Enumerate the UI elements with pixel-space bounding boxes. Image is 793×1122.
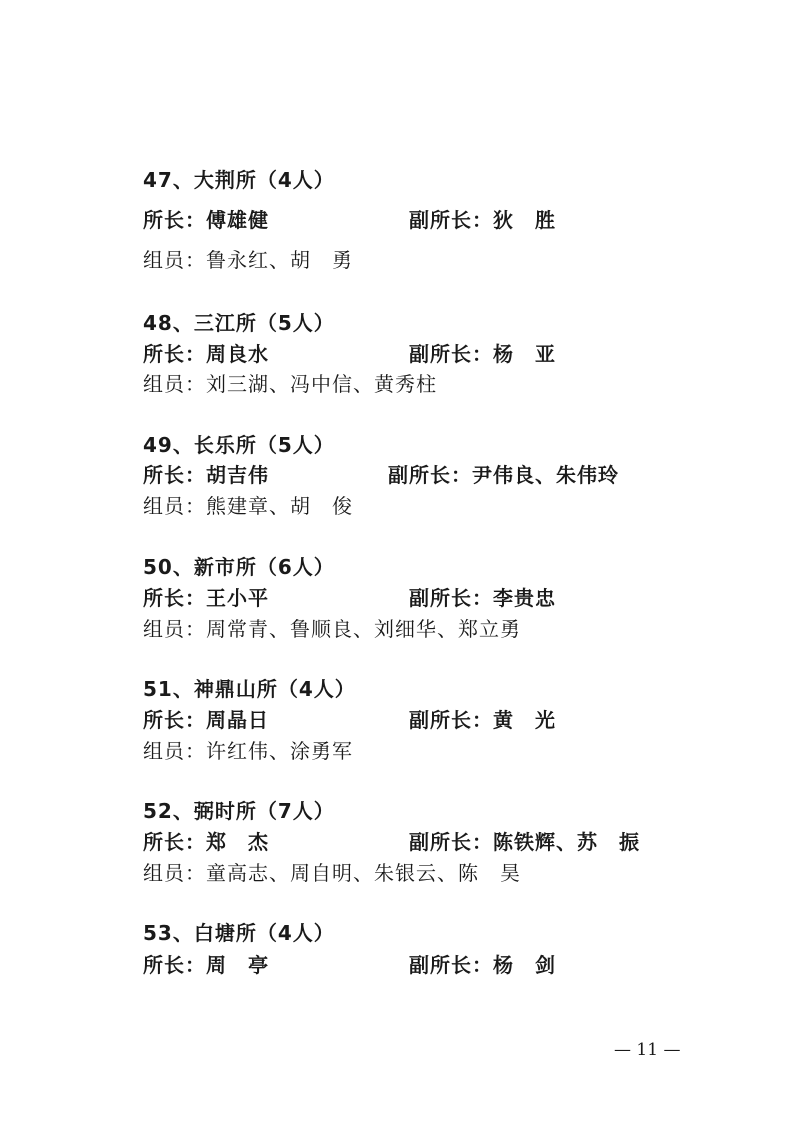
section-title: 48、三江所（5人） <box>143 311 335 335</box>
members-line: 组员：周常青、鲁顺良、刘细华、郑立勇 <box>143 617 521 641</box>
chief-line: 所长：周晶日 <box>143 708 269 732</box>
vice-chief-line: 副所长：黄 光 <box>409 708 556 732</box>
vice-chief-line: 副所长：狄 胜 <box>409 208 556 232</box>
members-line: 组员：鲁永红、胡 勇 <box>143 248 353 272</box>
page-number: — 11 — <box>614 1040 681 1060</box>
members-line: 组员：童高志、周自明、朱银云、陈 昊 <box>143 861 521 885</box>
chief-line: 所长：郑 杰 <box>143 830 269 854</box>
vice-chief-line: 副所长：杨 亚 <box>409 342 556 366</box>
members-line: 组员：许红伟、涂勇军 <box>143 739 353 763</box>
section-title: 52、弼时所（7人） <box>143 799 335 823</box>
vice-chief-line: 副所长：陈铁辉、苏 振 <box>409 830 640 854</box>
members-line: 组员：刘三湖、冯中信、黄秀柱 <box>143 372 437 396</box>
section-title: 50、新市所（6人） <box>143 555 335 579</box>
members-line: 组员：熊建章、胡 俊 <box>143 494 353 518</box>
vice-chief-line: 副所长：尹伟良、朱伟玲 <box>388 463 619 487</box>
section-title: 53、白塘所（4人） <box>143 921 335 945</box>
chief-line: 所长：周良水 <box>143 342 269 366</box>
section-title: 47、大荆所（4人） <box>143 168 335 192</box>
chief-line: 所长：王小平 <box>143 586 269 610</box>
vice-chief-line: 副所长：李贵忠 <box>409 586 556 610</box>
chief-line: 所长：傅雄健 <box>143 208 269 232</box>
section-title: 51、神鼎山所（4人） <box>143 677 356 701</box>
section-title: 49、长乐所（5人） <box>143 433 335 457</box>
chief-line: 所长：周 亭 <box>143 953 269 977</box>
chief-line: 所长：胡吉伟 <box>143 463 269 487</box>
vice-chief-line: 副所长：杨 剑 <box>409 953 556 977</box>
